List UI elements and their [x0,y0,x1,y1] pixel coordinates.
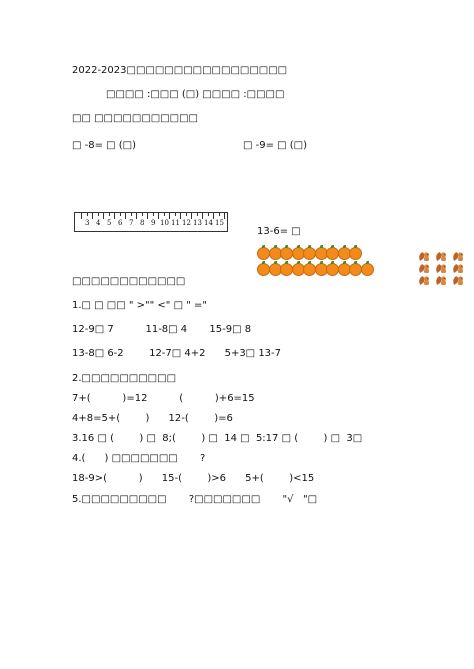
squirrel-icon [417,247,431,259]
ruler-number: 10 [160,219,169,227]
ruler-number: 8 [140,219,145,227]
ruler-tick [103,213,104,219]
ruler-tick [98,213,99,216]
ruler-tick [197,213,198,216]
question-4-row-1: 18-9>( ) 15-( )>6 5+( )<15 [72,473,315,484]
ruler-tick [136,213,137,219]
equation-left: □ -8= □ (□) [72,140,137,151]
ruler-tick [92,213,93,219]
page-title: 2022-2023□□□□□□□□□□□□□□□□□ [72,65,288,76]
ruler [74,212,228,232]
ruler-number: 4 [96,219,101,227]
ruler-tick [147,213,148,219]
question-1-row-2: 13-8□ 6-2 12-7□ 4+2 5+3□ 13-7 [72,348,282,359]
ruler-tick [219,213,220,216]
question-2: 2.□□□□□□□□□□ [72,373,177,384]
ruler-tick [180,213,181,219]
ruler-tick [175,213,176,216]
squirrel-icon [434,271,448,283]
ruler-tick [153,213,154,216]
section1-heading: □□ □□□□□□□□□□□ [72,113,199,124]
ruler-number: 14 [204,219,213,227]
squirrel-icon [451,247,465,259]
orange-icon [349,247,362,260]
section2-heading: □□□□□□□□□□□□ [72,276,186,287]
ruler-tick [120,213,121,216]
ruler-tick [142,213,143,216]
ruler-number: 15 [215,219,224,227]
ruler-tick [191,213,192,219]
ruler-tick [158,213,159,219]
ruler-number: 12 [182,219,191,227]
ruler-number: 5 [107,219,112,227]
orange-icon [361,263,374,276]
ruler-tick [109,213,110,216]
question-4: 4.( ) □□□□□□□ ? [72,453,206,464]
ruler-tick [131,213,132,216]
ruler-tick [213,213,214,219]
page-subtitle: □□□□ :□□□ (□) □□□□ :□□□□ [106,89,285,100]
squirrel-icon [434,259,448,271]
ruler-number: 3 [85,219,90,227]
ruler-tick [224,213,225,219]
squirrel-icon [417,271,431,283]
question-3: 3.16 □ ( ) □ 8;( ) □ 14 □ 5:17 □ ( ) □ 3□ [72,433,363,444]
ruler-tick [81,213,82,219]
question-5: 5.□□□□□□□□□ ?□□□□□□□ "√ "□ [72,494,318,505]
ruler-tick [164,213,165,216]
ruler-tick [186,213,187,216]
squirrel-icon [451,271,465,283]
squirrel-icon [434,247,448,259]
equation-right: □ -9= □ (□) [243,140,308,151]
ruler-number: 11 [171,219,180,227]
squirrel-icon [417,259,431,271]
ruler-number: 13 [193,219,202,227]
question-1: 1.□ □ □□ " >"" <" □ " =" [72,300,207,311]
orange-equation: 13-6= □ [257,226,301,237]
ruler-tick [114,213,115,219]
ruler-tick [202,213,203,219]
ruler-tick [87,213,88,216]
question-2-row-1: 7+( )=12 ( )+6=15 [72,393,255,404]
question-2-row-2: 4+8=5+( ) 12-( )=6 [72,413,233,424]
ruler-tick [208,213,209,216]
ruler-tick [125,213,126,219]
ruler-tick [169,213,170,219]
squirrel-icon [451,259,465,271]
ruler-number: 7 [129,219,134,227]
question-1-row-1: 12-9□ 7 11-8□ 4 15-9□ 8 [72,324,252,335]
ruler-number: 9 [151,219,156,227]
ruler-number: 6 [118,219,123,227]
